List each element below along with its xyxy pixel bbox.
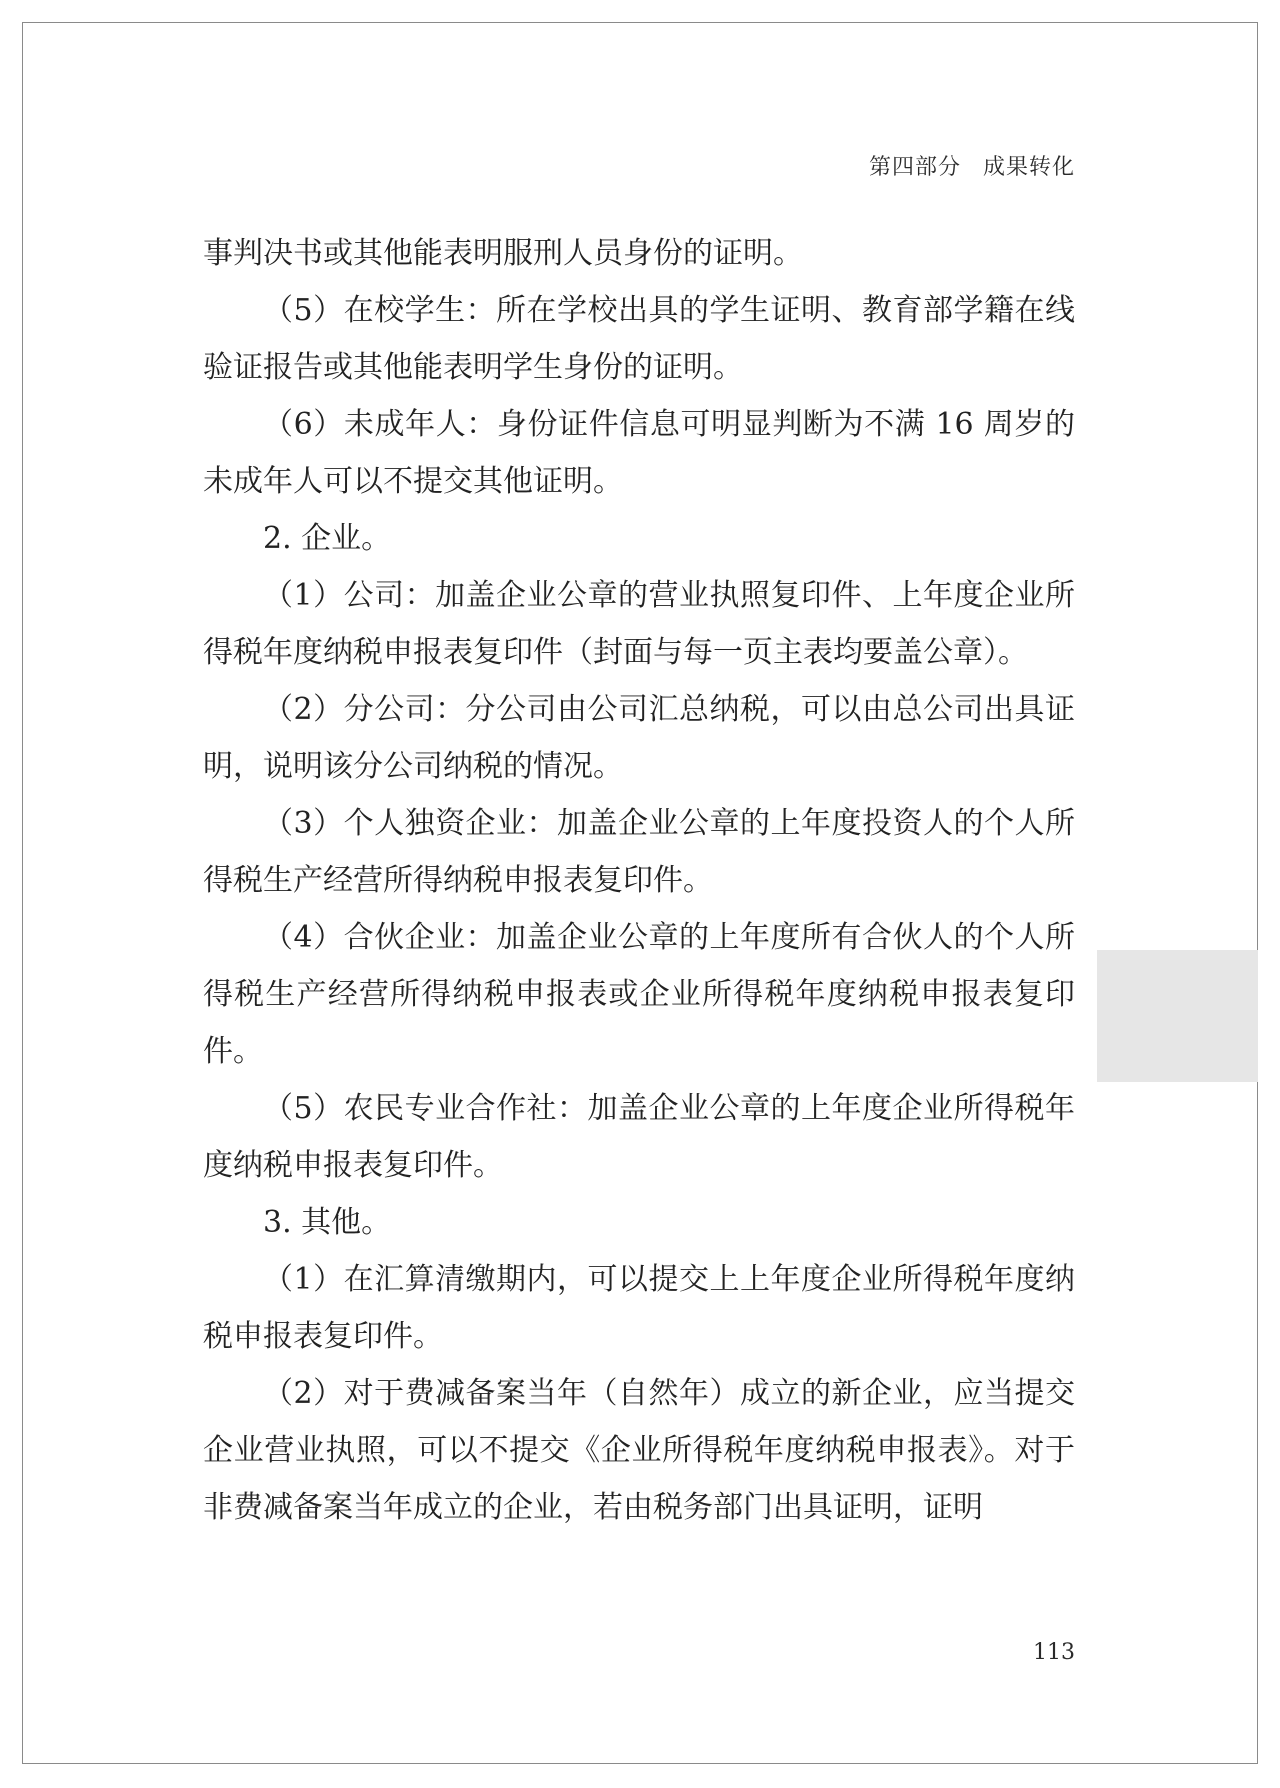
header-title: 成果转化 xyxy=(982,155,1075,180)
paragraph: （6）未成年人：身份证件信息可明显判断为不满 16 周岁的未成年人可以不提交其他证明。 xyxy=(203,407,1075,499)
paragraph: （1）公司：加盖企业公章的营业执照复印件、上年度企业所得税年度纳税申报表复印件（封面与每一页主表均要盖公章）。 xyxy=(203,578,1075,670)
paragraph: （2）对于费减备案当年（自然年）成立的新企业，应当提交企业营业执照，可以不提交《企业所得税年度纳税申报表》。对于非费减备案当年成立的企业，若由税务部门出具证明，证明 xyxy=(203,1376,1075,1525)
paragraph: （1）在汇算清缴期内，可以提交上上年度企业所得税年度纳税申报表复印件。 xyxy=(203,1262,1075,1354)
paragraph: （2）分公司：分公司由公司汇总纳税，可以由总公司出具证明，说明该分公司纳税的情况。 xyxy=(203,692,1075,784)
paragraph: （5）农民专业合作社：加盖企业公章的上年度企业所得税年度纳税申报表复印件。 xyxy=(203,1091,1075,1183)
chapter-side-tab xyxy=(1097,950,1258,1082)
section-heading: 3. 其他。 xyxy=(263,1205,392,1240)
paragraph: （4）合伙企业：加盖企业公章的上年度所有合伙人的个人所得税生产经营所得纳税申报表或企业所得税年度纳税申报表复印件。 xyxy=(203,920,1075,1069)
paragraph: 事判决书或其他能表明服刑人员身份的证明。 xyxy=(203,236,803,271)
paragraph: （5）在校学生：所在学校出具的学生证明、教育部学籍在线验证报告或其他能表明学生身份的证明。 xyxy=(203,293,1075,385)
paragraph: （3）个人独资企业：加盖企业公章的上年度投资人的个人所得税生产经营所得纳税申报表复印件。 xyxy=(203,806,1075,898)
running-header xyxy=(869,150,1075,181)
body-text xyxy=(203,225,1075,1536)
section-heading: 2. 企业。 xyxy=(263,521,392,556)
header-part: 第四部分 xyxy=(868,155,961,180)
page-number: 113 xyxy=(1033,1640,1075,1665)
